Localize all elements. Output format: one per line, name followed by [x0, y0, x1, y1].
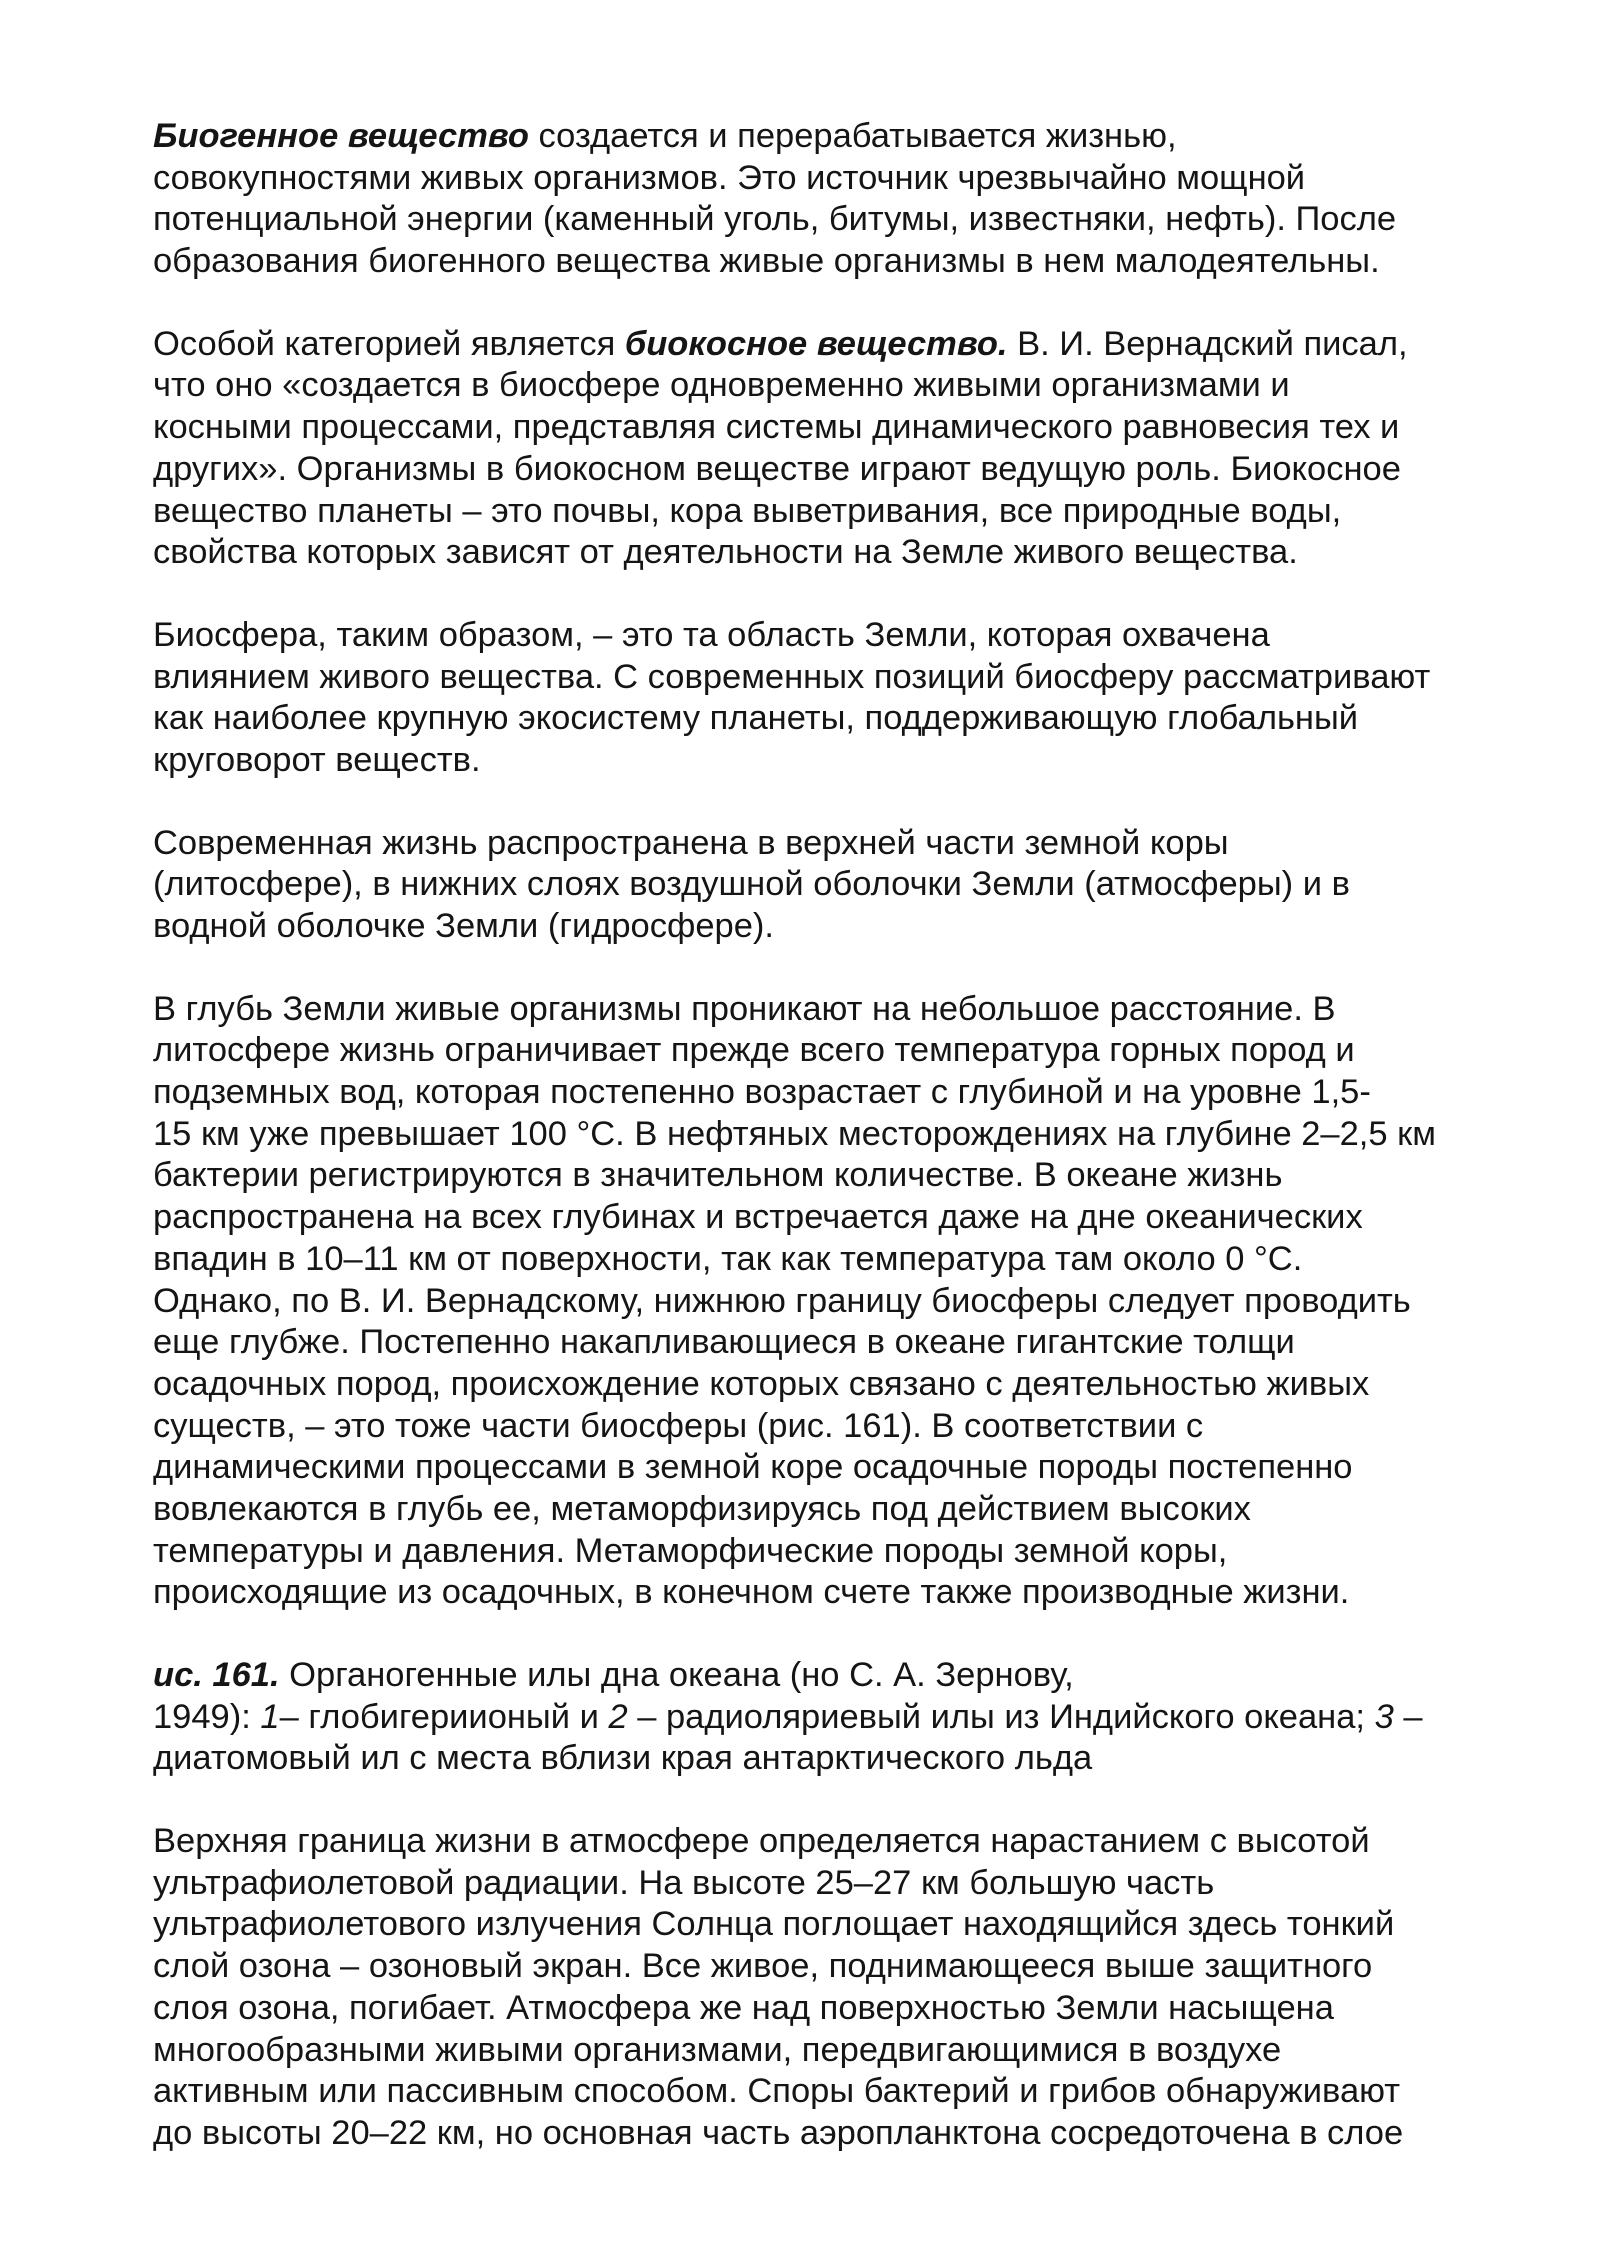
text-paragraph: [153, 615, 1513, 782]
text-line: [153, 324, 1513, 366]
text-segment: влиянием живого вещества. С современных позиций биосферу рассматривают: [153, 657, 1431, 696]
text-segment: слой озона – озоновый экран. Все живое, поднимающееся выше защитного: [153, 1947, 1373, 1986]
text-segment: (литосфере), в нижних слоях воздушной оболочки Земли (атмосферы) и в: [153, 865, 1350, 904]
text-segment: Органогенные илы дна океана (но С. А. Зернову,: [279, 1656, 1074, 1694]
text-segment: Однако, по В. И. Вернадскому, нижнюю границу биосферы следует проводить: [153, 1281, 1411, 1320]
text-line: [153, 407, 1513, 449]
text-line: [153, 199, 1513, 241]
text-segment: Особой категорией является: [153, 324, 625, 363]
text-segment: Современная жизнь распространена в верхней части земной коры: [153, 823, 1229, 862]
text-line: [153, 1114, 1513, 1156]
text-segment: круговорот веществ.: [153, 740, 481, 779]
text-line: [153, 864, 1513, 906]
text-line: [153, 1988, 1513, 2030]
text-segment: 15 км уже превышает 100 °С. В нефтяных месторождениях на глубине 2–2,5 км: [153, 1114, 1436, 1153]
text-line: [153, 532, 1513, 574]
text-line: [153, 1406, 1513, 1448]
text-line: [153, 1155, 1513, 1197]
text-segment: косными процессами, представляя системы динамического равновесия тех и: [153, 408, 1400, 447]
italic-marker: 1: [260, 1697, 280, 1736]
text-paragraph: [153, 823, 1513, 948]
text-line: [153, 449, 1513, 491]
text-line: [153, 615, 1513, 657]
text-line: [153, 1239, 1513, 1281]
emphasized-term: ис. 161.: [153, 1656, 280, 1694]
text-line: [153, 1821, 1513, 1863]
text-segment: В глубь Земли живые организмы проникают на небольшое расстояние. В: [153, 989, 1336, 1028]
text-segment: осадочных пород, происхождение которых связано с деятельностью живых: [153, 1364, 1370, 1403]
text-segment: – глобигериионый и: [279, 1697, 609, 1736]
text-segment: ультрафиолетовой радиации. На высоте 25–27 км большую часть: [153, 1863, 1215, 1902]
text-line: [153, 365, 1513, 407]
text-line: [153, 1946, 1513, 1988]
text-line: [153, 2071, 1513, 2113]
text-line: [153, 1030, 1513, 1072]
text-segment: Верхняя граница жизни в атмосфере определяется нарастанием с высотой: [153, 1822, 1370, 1861]
text-line: [153, 1863, 1513, 1905]
text-segment: литосфере жизнь ограничивает прежде всего температура горных пород и: [153, 1031, 1355, 1070]
text-paragraph: [153, 116, 1513, 283]
text-line: [153, 2113, 1513, 2155]
text-segment: происходящие из осадочных, в конечном счете также производные жизни.: [153, 1573, 1350, 1612]
text-segment: как наиболее крупную экосистему планеты, поддерживающую глобальный: [153, 699, 1359, 738]
text-segment: –: [1393, 1697, 1423, 1736]
text-segment: других». Организмы в биокосном веществе играют ведущую роль. Биокосное: [153, 449, 1401, 488]
text-line: [153, 1697, 1513, 1739]
text-segment: потенциальной энергии (каменный уголь, битумы, известняки, нефть). После: [153, 200, 1397, 239]
emphasized-term: биокосное вещество.: [624, 324, 1008, 363]
text-line: [153, 1904, 1513, 1946]
text-line: [153, 657, 1513, 699]
text-line: [153, 1655, 1513, 1697]
text-segment: совокупностями живых организмов. Это источник чрезвычайно мощной: [153, 158, 1306, 197]
text-line: [153, 1197, 1513, 1239]
text-line: [153, 906, 1513, 948]
text-segment: бактерии регистрируются в значительном количестве. В океане жизнь: [153, 1156, 1283, 1195]
text-segment: существ, – это тоже части биосферы (рис. 161). В соответствии с: [153, 1406, 1204, 1445]
text-paragraph: [153, 1821, 1513, 2155]
text-line: [153, 698, 1513, 740]
text-line: [153, 1072, 1513, 1114]
text-segment: что оно «создается в биосфере одновременно живыми организмами и: [153, 366, 1290, 405]
text-segment: Биосфера, таким образом, – это та область Земли, которая охвачена: [153, 615, 1270, 654]
text-line: [153, 1322, 1513, 1364]
text-line: [153, 1281, 1513, 1323]
text-line: [153, 1489, 1513, 1531]
text-paragraph: [153, 324, 1513, 574]
text-line: [153, 823, 1513, 865]
text-segment: распространена на всех глубинах и встречается даже на дне океанических: [153, 1198, 1363, 1237]
text-segment: – радиоляриевый илы из Индийского океана;: [627, 1697, 1375, 1736]
figure-caption: [153, 1655, 1513, 1780]
text-segment: слоя озона, погибает. Атмосфера же над поверхностью Земли насыщена: [153, 1988, 1334, 2027]
text-segment: впадин в 10–11 км от поверхности, так как температура там около 0 °С.: [153, 1239, 1303, 1278]
text-segment: активным или пассивным способом. Споры бактерий и грибов обнаруживают: [153, 2072, 1401, 2111]
text-segment: вещество планеты – это почвы, кора выветривания, все природные воды,: [153, 491, 1342, 530]
text-segment: до высоты 20–22 км, но основная часть аэропланктона сосредоточена в слое: [153, 2113, 1404, 2152]
text-line: [153, 740, 1513, 782]
text-line: [153, 1738, 1513, 1780]
emphasized-term: Биогенное вещество: [153, 117, 529, 155]
text-paragraph: [153, 989, 1513, 1614]
document-page: [153, 116, 1513, 2196]
text-line: [153, 158, 1513, 200]
text-line: [153, 1447, 1513, 1489]
text-segment: диатомовый ил с места вблизи края антарктического льда: [153, 1739, 1093, 1778]
italic-marker: 3: [1374, 1697, 1394, 1736]
text-line: [153, 1364, 1513, 1406]
text-line: [153, 491, 1513, 533]
text-line: [153, 241, 1513, 283]
text-segment: создается и перерабатывается жизнью,: [528, 117, 1177, 155]
text-segment: еще глубже. Постепенно накапливающиеся в океане гигантские толщи: [153, 1323, 1295, 1362]
text-line: [153, 989, 1513, 1031]
text-segment: 1949):: [153, 1697, 261, 1736]
text-segment: вовлекаются в глубь ее, метаморфизируясь под действием высоких: [153, 1489, 1251, 1528]
text-segment: В. И. Вернадский писал,: [1007, 324, 1408, 363]
text-segment: свойства которых зависят от деятельности на Земле живого вещества.: [153, 533, 1298, 572]
text-line: [153, 1531, 1513, 1573]
text-segment: ультрафиолетового излучения Солнца поглощает находящийся здесь тонкий: [153, 1905, 1395, 1944]
text-segment: многообразными живыми организмами, передвигающимися в воздухе: [153, 2030, 1282, 2069]
text-segment: водной оболочке Земли (гидросфере).: [153, 907, 774, 945]
italic-marker: 2: [608, 1697, 628, 1736]
text-segment: образования биогенного вещества живые организмы в нем малодеятельны.: [153, 242, 1380, 281]
text-segment: динамическими процессами в земной коре осадочные породы постепенно: [153, 1448, 1353, 1487]
text-segment: подземных вод, которая постепенно возрастает с глубиной и на уровне 1,5-: [153, 1073, 1371, 1112]
text-line: [153, 1572, 1513, 1614]
text-line: [153, 2030, 1513, 2072]
text-line: [153, 116, 1513, 158]
text-segment: температуры и давления. Метаморфические породы земной коры,: [153, 1531, 1228, 1570]
